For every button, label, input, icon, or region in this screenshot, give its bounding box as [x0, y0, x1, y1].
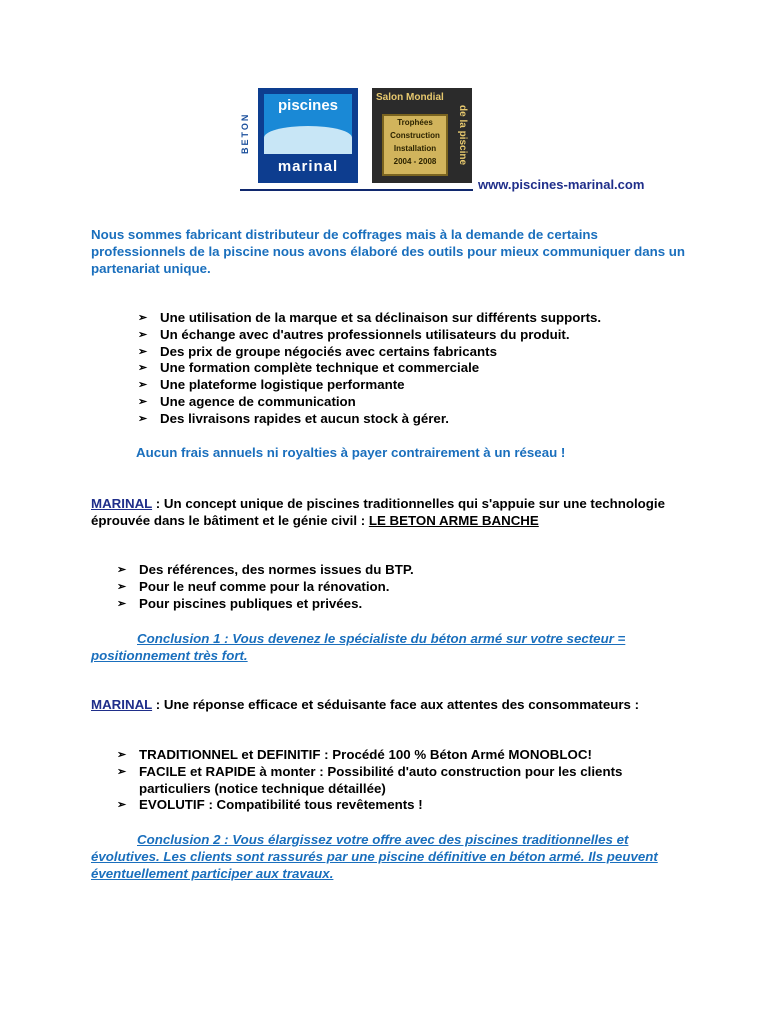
concept-list [117, 562, 677, 612]
award-line: 2004 - 2008 [393, 157, 437, 166]
list-item: ➢ Une formation complète technique et commerciale [138, 360, 480, 376]
award-line: Trophées [397, 118, 433, 127]
list-item: ➢ Une agence de communication [138, 393, 356, 409]
brand-name: MARINAL [91, 697, 153, 712]
list-item: ➢ Des références, des normes issues du BTP. [117, 562, 414, 577]
arrowhead-bullet-icon: ➢ [117, 765, 127, 778]
logo-word-marinal: marinal [277, 158, 339, 175]
intro-paragraph: Nous sommes fabricant distributeur de coffrages mais à la demande de certains professionnels de la piscine nous avons élaboré des outils pour mieux communiquer dans un partenariat unique. [91, 227, 686, 276]
arrowhead-bullet-icon: ➢ [138, 362, 148, 375]
features-list [117, 747, 692, 814]
arrowhead-bullet-icon: ➢ [138, 345, 148, 358]
list-item: ➢ Des livraisons rapides et aucun stock à gérer. [138, 410, 449, 426]
arrowhead-bullet-icon: ➢ [138, 412, 148, 425]
list-item: ➢ Pour le neuf comme pour la rénovation. [117, 578, 390, 594]
benefits-list [138, 310, 698, 428]
salon-mondial-award-badge [372, 88, 472, 183]
brand-name: MARINAL [91, 496, 153, 511]
header-underline [240, 189, 473, 191]
list-item: ➢ Un échange avec d'autres professionnels utilisateurs du produit. [138, 326, 570, 342]
award-title: Salon Mondial [376, 92, 444, 103]
arrowhead-bullet-icon: ➢ [138, 328, 148, 341]
award-side-text: de la piscine [457, 104, 468, 166]
list-item: ➢ EVOLUTIF : Compatibilité tous revêtements ! [117, 797, 423, 813]
response-paragraph: MARINAL : Une réponse efficace et séduisante face aux attentes des consommateurs : [91, 697, 640, 712]
award-line: Installation [393, 144, 437, 153]
arrowhead-bullet-icon: ➢ [138, 395, 148, 408]
arrowhead-bullet-icon: ➢ [117, 799, 127, 812]
website-link[interactable]: www.piscines-marinal.com [478, 177, 645, 192]
arrowhead-bullet-icon: ➢ [138, 312, 148, 324]
no-fees-highlight: Aucun frais annuels ni royalties à payer contrairement à un réseau ! [136, 445, 566, 460]
document-header [0, 0, 768, 200]
arrowhead-bullet-icon: ➢ [117, 597, 127, 610]
award-plate [382, 114, 448, 176]
arrowhead-bullet-icon: ➢ [138, 379, 148, 392]
conclusion-2: Conclusion 2 : Vous élargissez votre offre avec des piscines traditionnelles et évolutives. Les clients sont rassurés par une piscine définitive en béton armé. Ils peuvent éventuellement participer aux travaux. [91, 832, 658, 881]
list-item: ➢ Des prix de groupe négociés avec certains fabricants [138, 343, 497, 359]
award-line: Construction [390, 131, 440, 140]
concept-paragraph: MARINAL : Un concept unique de piscines traditionnelles qui s'appuie sur une technologie éprouvée dans le bâtiment et le génie civil : LE BETON ARME BANCHE [91, 496, 666, 528]
logo-word-piscines: piscines [277, 97, 339, 114]
list-item: ➢ Une plateforme logistique performante [138, 377, 405, 393]
arrowhead-bullet-icon: ➢ [117, 580, 127, 593]
list-item: ➢ FACILE et RAPIDE à monter : Possibilité d'auto construction pour les clients particuliers (notice technique détaillée) [117, 763, 623, 796]
list-item: ➢ Pour piscines publiques et privées. [117, 595, 363, 611]
list-item: ➢ Une utilisation de la marque et sa déclinaison sur différents supports. [138, 310, 602, 325]
arrowhead-bullet-icon: ➢ [117, 749, 127, 761]
list-item: ➢ TRADITIONNEL et DEFINITIF : Procédé 100 % Béton Armé MONOBLOC! [117, 747, 592, 762]
arrowhead-bullet-icon: ➢ [117, 564, 127, 576]
piscines-marinal-logo [258, 88, 358, 183]
logo-beton-side-label: BETON [240, 112, 250, 154]
emphasis-text: LE BETON ARME BANCHE [368, 512, 539, 528]
conclusion-1: Conclusion 1 : Vous devenez le spécialiste du béton armé sur votre secteur = positionnement très fort. [91, 631, 626, 663]
